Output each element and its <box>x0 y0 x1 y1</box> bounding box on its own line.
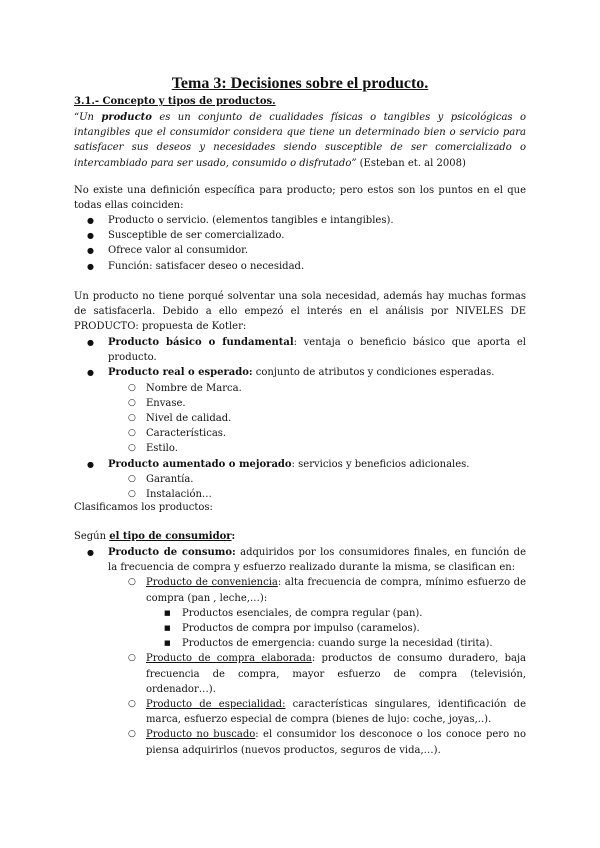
quote-citation: (Esteban et. al 2008) <box>356 157 466 169</box>
list-item: ○ Estilo. <box>74 441 526 456</box>
coincidence-list <box>74 213 526 274</box>
page-title: Tema 3: Decisiones sobre el producto. <box>171 75 429 92</box>
quote-text: es un conjunto de cualidades físicas o tangibles y psicológicas o intangibles que el consumidor considera que tiene un determinado bien o servicio para satisfacer sus deseos y necesidades siendo susceptible de ser comercializado o intercambiado para ser usado, consumido o disfrutado” <box>74 112 526 169</box>
list-item: ■ Productos de compra por impulso (caramelos). <box>74 621 526 636</box>
list-item-no-buscado: ○ Producto no buscado: el consumidor los desconoce o los conoce pero no piensa adquirirlos (nuevos productos, seguros de vida,…). <box>74 727 526 757</box>
section-heading: 3.1.- Concepto y tipos de productos. <box>74 96 276 107</box>
list-item: ● Ofrece valor al consumidor. <box>74 243 526 258</box>
list-item: ○ Instalación… <box>74 487 526 502</box>
list-item: ○ Nivel de calidad. <box>74 411 526 426</box>
quote-bold-word: producto <box>101 112 152 123</box>
levels-intro-paragraph: Un producto no tiene porqué solventar una sola necesidad, además hay muchas formas de satisfacerla. Debido a ello empezó el interés en el análisis por NIVELES DE PRODUCTO: propuesta de Kotler: <box>74 291 526 333</box>
list-item: ■ Productos esenciales, de compra regular (pan). <box>74 606 526 621</box>
definition-quote <box>74 110 526 171</box>
intro-paragraph: No existe una definición específica para producto; pero estos son los puntos en el que todas ellas coinciden: <box>74 185 526 212</box>
list-item: ○ Envase. <box>74 396 526 411</box>
list-item: ○ Garantía. <box>74 472 526 487</box>
list-item: ● Función: satisfacer deseo o necesidad. <box>74 259 526 274</box>
list-item: ● Producto o servicio. (elementos tangibles e intangibles). <box>74 213 526 228</box>
list-item-real: ● Producto real o esperado: conjunto de atributos y condiciones esperadas. <box>74 365 526 380</box>
consumer-heading: Según el tipo de consumidor: <box>74 531 236 542</box>
list-item: ○ Características. <box>74 426 526 441</box>
consumer-list <box>74 545 526 758</box>
list-item-elaborada: ○ Producto de compra elaborada: productos de consumo duradero, baja frecuencia de compra, mayor esfuerzo de compra (televisión, ordenador…). <box>74 651 526 697</box>
list-item: ○ Nombre de Marca. <box>74 381 526 396</box>
quote-open: “Un <box>74 112 102 123</box>
list-item-consumo: ● Producto de consumo: adquiridos por los consumidores finales, en función de la frecuencia de compra y esfuerzo realizado durante la misma, se clasifican en: <box>74 545 526 575</box>
list-item: ■ Productos de emergencia: cuando surge la necesidad (tirita). <box>74 636 526 651</box>
list-item-especialidad: ○ Producto de especialidad: características singulares, identificación de marca, esfuerzo especial de compra (bienes de lujo: coche, joyas,..). <box>74 697 526 727</box>
list-item-basic: ● Producto básico o fundamental: ventaja o beneficio básico que aporta el producto. <box>74 335 526 365</box>
classify-line: Clasificamos los productos: <box>74 502 213 513</box>
levels-list <box>74 335 526 502</box>
list-item-conveniencia: ○ Producto de conveniencia: alta frecuencia de compra, mínimo esfuerzo de compra (pan , leche,…): <box>74 575 526 605</box>
list-item: ● Susceptible de ser comercializado. <box>74 228 526 243</box>
list-item-augmented: ● Producto aumentado o mejorado: servicios y beneficios adicionales. <box>74 457 526 472</box>
